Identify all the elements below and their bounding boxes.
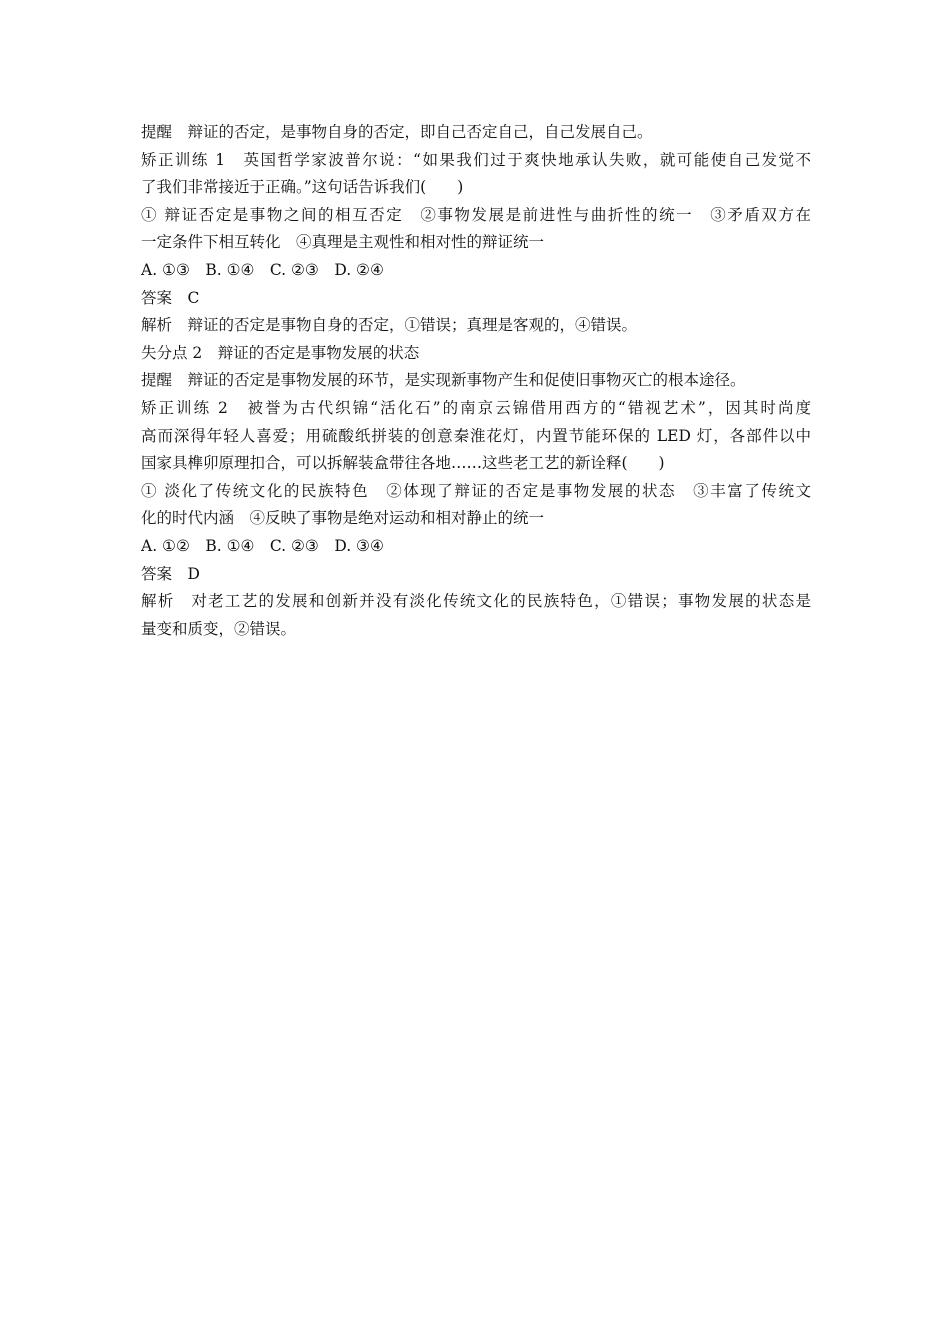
document-body [141,119,811,643]
exercise-2-analysis-line-2: 量变和质变，②错误。 [141,619,297,638]
exercise-2-analysis-line-1: 解析 对老工艺的发展和创新并没有淡化传统文化的民族特色，①错误；事物发展的状态是 [141,592,811,611]
tip-1: 提醒 辩证的否定，是事物自身的否定，即自己否定自己，自己发展自己。 [141,123,653,141]
tip-2: 提醒 辩证的否定是事物发展的环节，是实现新事物产生和促使旧事物灭亡的根本途径。 [141,371,746,390]
exercise-2-question-line-1: 矫正训练 2 被誉为古代织锦“活化石”的南京云锦借用西方的“错视艺术”，因其时尚度 [141,398,811,417]
point-2-heading: 失分点 2 辩证的否定是事物发展的状态 [141,343,420,362]
exercise-1-statements-line-2: 一定条件下相互转化 ④真理是主观性和相对性的辩证统一 [141,233,545,252]
exercise-2-answer: 答案 D [141,564,200,583]
exercise-2-question-line-3: 国家具榫卯原理扣合，可以拆解装盒带往各地……这些老工艺的新诠释( ) [141,454,665,473]
exercise-2-question-line-2: 高而深得年轻人喜爱；用硫酸纸拼装的创意秦淮花灯，内置节能环保的 LED 灯，各部件以中 [141,426,811,445]
exercise-1-options: A. ①③ B. ①④ C. ②③ D. ②④ [141,260,384,279]
exercise-1-statements-line-1: ① 辩证否定是事物之间的相互否定 ②事物发展是前进性与曲折性的统一 ③矛盾双方在 [141,205,811,224]
exercise-1-question-line-2: 了我们非常接近于正确。”这句话告诉我们( ) [141,178,464,197]
exercise-1-analysis: 解析 辩证的否定是事物自身的否定，①错误；真理是客观的，④错误。 [141,316,638,335]
exercise-2-statements-line-1: ① 淡化了传统文化的民族特色 ②体现了辩证的否定是事物发展的状态 ③丰富了传统文 [141,481,811,500]
exercise-1-answer: 答案 C [141,288,200,307]
exercise-1-question-line-1: 矫正训练 1 英国哲学家波普尔说：“如果我们过于爽快地承认失败，就可能使自己发觉不 [141,150,811,169]
exercise-2-options: A. ①② B. ①④ C. ②③ D. ③④ [141,536,384,555]
exercise-2-statements-line-2: 化的时代内涵 ④反映了事物是绝对运动和相对静止的统一 [141,509,545,528]
